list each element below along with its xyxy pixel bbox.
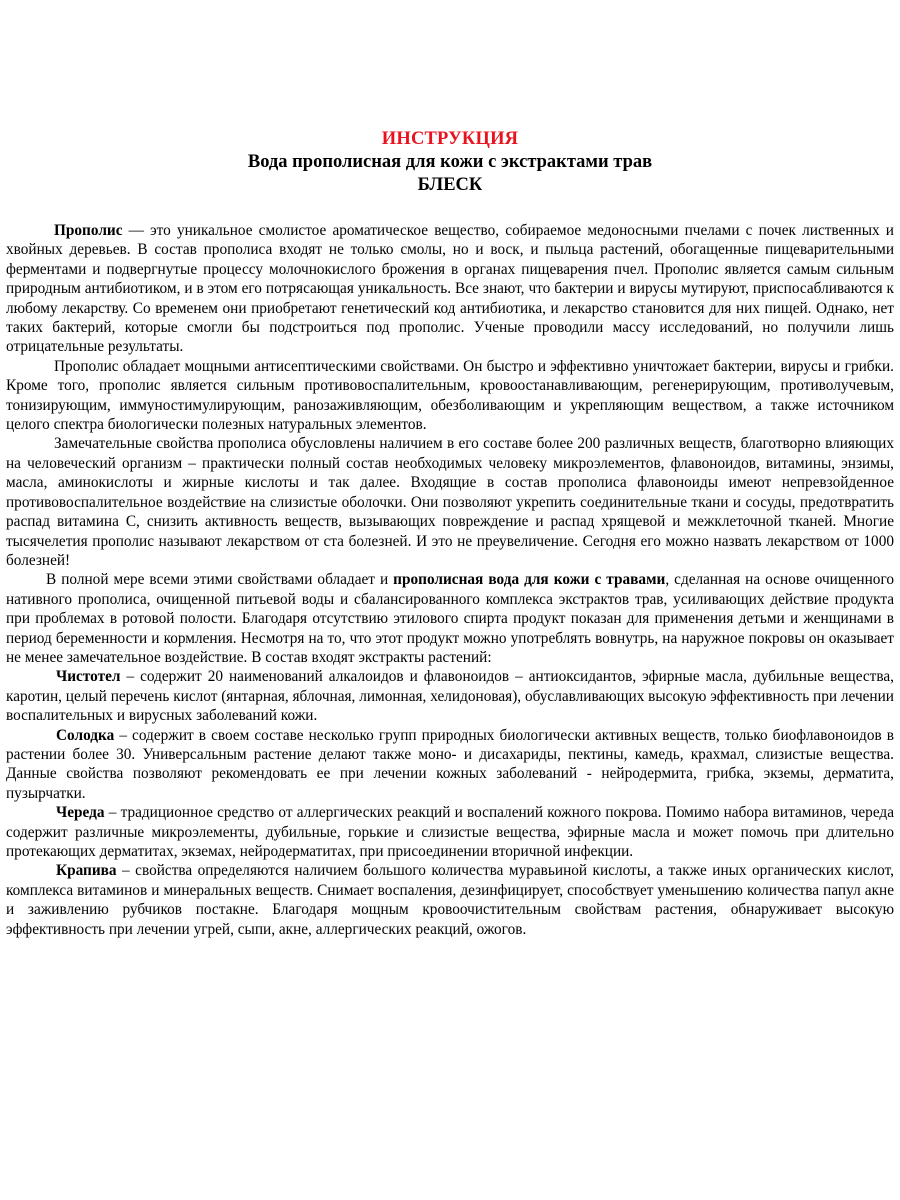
- instruction-page: [6, 128, 894, 939]
- product-paragraph: [6, 570, 894, 667]
- herb-description: – содержит в своем составе несколько групп природных биологически активных веществ, только биофлавоноидов в растении более 30. Универсальным растение делают также моно- и дисахариды, пектины, камедь, крахмал, слизистые вещества. Данные свойства позволяют рекомендовать ее при лечении кожных заболеваний - нейродермита, грибка, экземы, дерматита, пузырчатки.: [6, 726, 894, 802]
- herb-description: – традиционное средство от аллергических реакций и воспалений кожного покрова. Помимо набора витаминов, череда содержит различные микроэлементы, дубильные, горькие и слизистые вещества, эфирные масла и может помочь при длительно протекающих дерматитах, экземах, нейродерматитах, при присоединении вторичной инфекции.: [6, 804, 894, 860]
- herb-description: – содержит 20 наименований алкалоидов и флавоноидов – антиоксидантов, эфирные масла, дубильные вещества, каротин, целый перечень кислот (янтарная, яблочная, лимонная, хелидоновая), обуславливающих высокую эффективность при лечении воспалительных и вирусных заболеваний кожи.: [6, 668, 894, 725]
- intro-paragraph: [6, 221, 894, 357]
- intro-text: — это уникальное смолистое ароматическое вещество, собираемое медоносными пчелами с почек лиственных и хвойных деревьев. В состав прополиса входят не только смолы, но и воск, и пыльца растений, обогащенные пищеварительными ферментами и подвергнутые процессу молочнокислого брожения в органах пищеварения пчел. Прополис является самым сильным природным антибиотиком, и в этом его потрясающая уникальность. Все знают, что бактерии и вирусы мутируют, приспосабливаются к любому лекарству. Со временем они приобретают генетический код антибиотика, и лекарство становится для них пищей. Однако, нет таких бактерий, которые смогли бы подстроиться под прополис. Ученые проводили массу исследований, но получили лишь отрицательные результаты.: [6, 222, 894, 356]
- herb-paragraph: [6, 803, 894, 861]
- herb-name: Череда: [56, 804, 105, 822]
- document-title: ИНСТРУКЦИЯ: [381, 129, 519, 149]
- paragraph-properties: Прополис обладает мощными антисептическими свойствами. Он быстро и эффективно уничтожает бактерии, вирусы и грибки. Кроме того, прополис является сильным противовоспалительным, кровоостанавливающим, регенерирующим, противолучевым, тонизирующим, иммуностимулирующим, ранозаживляющим, обезболивающим и укрепляющим веществом, а также источником целого спектра биологически полезных натуральных элементов.: [6, 357, 894, 434]
- document-header: [6, 128, 894, 197]
- herb-paragraph: [6, 861, 894, 939]
- herb-paragraph: [6, 667, 894, 725]
- document-body: [6, 221, 894, 939]
- product-name: Вода прополисная для кожи с экстрактами трав: [247, 152, 653, 172]
- brand-name: БЛЕСК: [417, 175, 483, 195]
- product-text-before: В полной мере всеми этими свойствами обладает и: [46, 571, 394, 589]
- herb-description: – свойства определяются наличием большого количества муравьиной кислоты, а также иных органических кислот, комплекса витаминов и минеральных веществ. Снимает воспаления, дезинфицирует, способствует уменьшению количества папул акне и заживлению рубчиков постакне. Благодаря мощным кровоочистительным свойствам растения, обнаруживает высокую эффективность при лечении угрей, сыпи, акне, аллергических реакций, ожогов.: [6, 862, 894, 938]
- intro-term: Прополис: [54, 222, 123, 239]
- herb-name: Крапива: [56, 862, 117, 880]
- herb-name: Чистотел: [56, 668, 121, 686]
- herb-name: Солодка: [56, 726, 115, 744]
- product-text-after: , сделанная на основе очищенного нативного прополиса, очищенной питьевой воды и сбалансированного комплекса экстрактов трав, усиливающих действие продукта при проблемах в ротовой полости. Благодаря отсутствию этилового спирта продукт показан для применения детьми и женщинами в период беременности и кормления. Несмотря на то, что этот продукт можно употреблять вовнутрь, на наружное покровы он оказывает не менее замечательное воздействие. В состав входят экстракты растений:: [6, 571, 894, 666]
- paragraph-composition: Замечательные свойства прополиса обусловлены наличием в его составе более 200 различных веществ, благотворно влияющих на человеческий организм – практически полный состав необходимых человеку микроэлементов, флавоноидов, витамины, энзимы, масла, аминокислоты и жирные кислоты и так далее. Входящие в состав прополиса флавоноиды имеют непревзойденное противовоспалительное воздействие на слизистые оболочки. Они позволяют укрепить соединительные ткани и сосуды, предотвратить распад витамина С, снизить активность веществ, вызывающих повреждение и распад хрящевой и межклеточной тканей. Многие тысячелетия прополис называют лекарством от ста болезней. И это не преувеличение. Сегодня его можно назвать лекарством от 1000 болезней!: [6, 435, 894, 569]
- herb-paragraph: [6, 726, 894, 804]
- product-highlight: прополисная вода для кожи с травами: [393, 571, 666, 589]
